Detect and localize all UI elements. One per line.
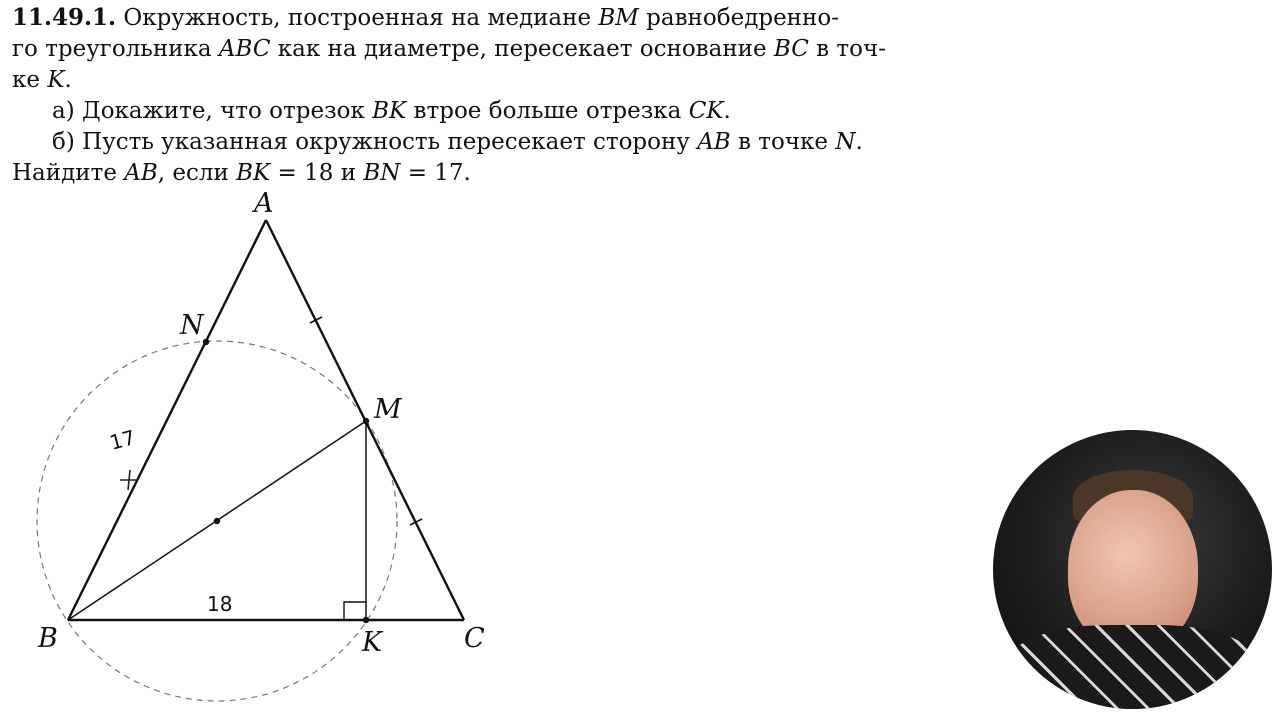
problem-part-b: б) Пусть указанная окружность пересекает сторону AB в точке N. [52, 129, 863, 155]
right-angle-mark [344, 602, 366, 620]
problem-number: 11.49.1. [12, 4, 117, 31]
problem-part-b-question: Найдите AB, если BK = 18 и BN = 17. [12, 160, 471, 186]
label-m: M [374, 394, 402, 425]
point-n-dot [203, 339, 209, 345]
problem-line-2: го треугольника ABC как на диаметре, пересекает основание BC в точ- [12, 36, 886, 62]
handwritten-17: 17 [107, 425, 138, 455]
handwritten-18: 18 [207, 592, 233, 616]
point-m-dot [363, 418, 369, 424]
problem-line-3: ке K. [12, 67, 72, 93]
label-a: A [254, 188, 274, 219]
label-c: C [464, 623, 485, 654]
circle-center-dot [214, 518, 220, 524]
problem-statement [12, 2, 886, 189]
problem-line-1: 11.49.1. Окружность, построенная на медиане BM равнобедренно- [12, 4, 839, 31]
problem-part-a: а) Докажите, что отрезок BK втрое больше отрезка CK. [52, 98, 731, 124]
label-k: K [362, 627, 383, 658]
side-ab [68, 220, 266, 620]
presenter-sweater [1003, 625, 1263, 709]
geometry-diagram [0, 180, 560, 720]
point-k-dot [363, 617, 369, 623]
label-b: B [38, 623, 58, 654]
handwritten-plus-mark [120, 470, 138, 490]
label-n: N [180, 310, 204, 341]
presenter-webcam-overlay [993, 430, 1272, 709]
